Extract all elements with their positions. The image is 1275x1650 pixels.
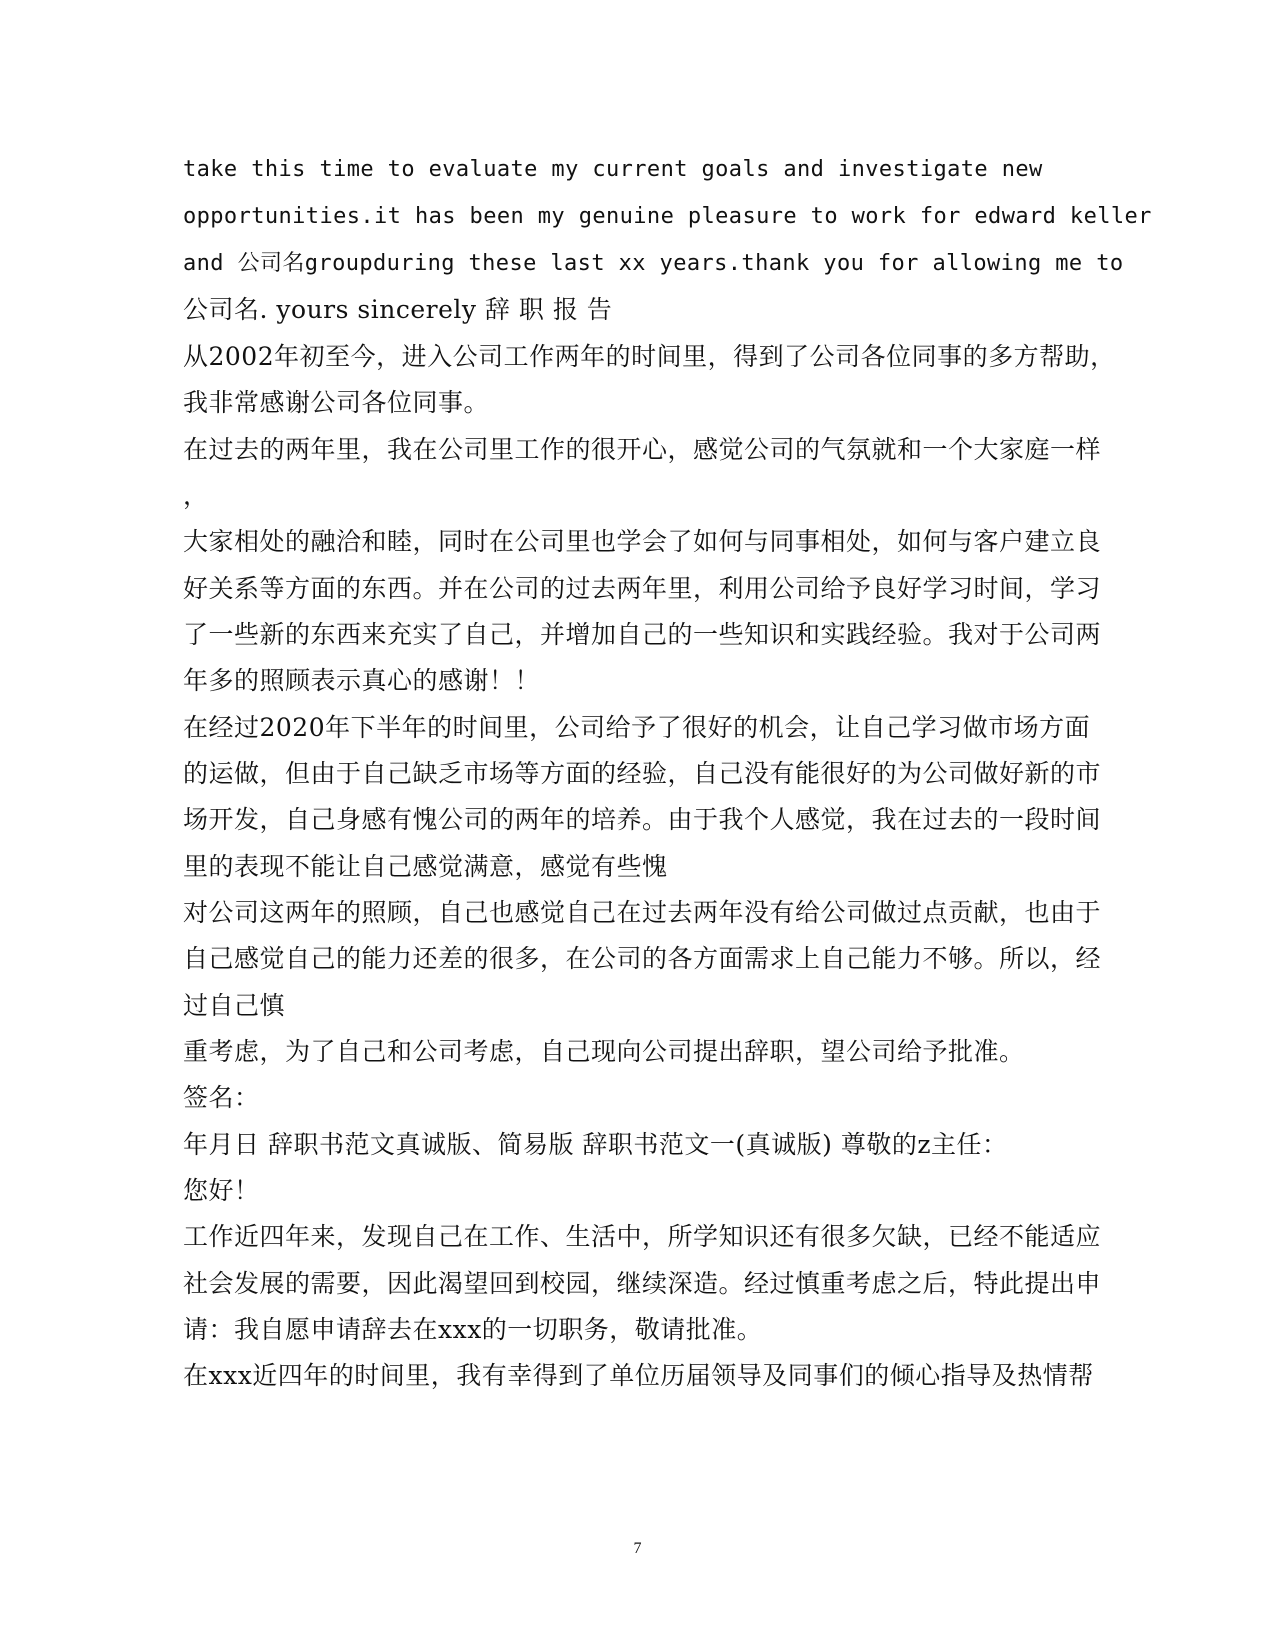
text-line-24: 工作近四年来，发现自己在工作、生活中，所学知识还有很多欠缺，已经不能适应	[183, 1222, 1102, 1251]
text-line-9: 大家相处的融洽和睦，同时在公司里也学会了如何与同事相处，如何与客户建立良	[183, 527, 1102, 556]
text-line-13: 在经过2020年下半年的时间里，公司给予了很好的机会，让自己学习做市场方面	[183, 713, 1091, 742]
page-number: 7	[633, 1540, 642, 1557]
text-line-8: ，	[183, 481, 209, 510]
text-line-3: and 公司名groupduring these last xx years.thank you for allowing me to	[183, 251, 1124, 276]
text-line-20: 重考虑，为了自己和公司考虑，自己现向公司提出辞职，望公司给予批准。	[183, 1037, 1025, 1066]
text-line-12: 年多的照顾表示真心的感谢！！	[183, 666, 541, 695]
text-line-6: 我非常感谢公司各位同事。	[183, 388, 490, 417]
text-line-22: 年月日 辞职书范文真诚版、简易版 辞职书范文一(真诚版) 尊敬的z主任：	[183, 1130, 1008, 1159]
text-line-26: 请：我自愿申请辞去在xxx的一切职务，敬请批准。	[183, 1315, 763, 1344]
text-line-4: 公司名. yours sincerely 辞 职 报 告	[183, 295, 613, 324]
text-line-7: 在过去的两年里，我在公司里工作的很开心，感觉公司的气氛就和一个大家庭一样	[183, 435, 1102, 464]
text-line-17: 对公司这两年的照顾，自己也感觉自己在过去两年没有给公司做过点贡献，也由于	[183, 898, 1102, 927]
text-line-18: 自己感觉自己的能力还差的很多，在公司的各方面需求上自己能力不够。所以，经	[183, 944, 1102, 973]
text-line-25: 社会发展的需要，因此渴望回到校园，继续深造。经过慎重考虑之后，特此提出申	[183, 1269, 1102, 1298]
text-line-1: take this time to evaluate my current goals and investigate new	[183, 157, 1043, 182]
text-line-27: 在xxx近四年的时间里，我有幸得到了单位历届领导及同事们的倾心指导及热情帮	[183, 1361, 1094, 1390]
text-line-11: 了一些新的东西来充实了自己，并增加自己的一些知识和实践经验。我对于公司两	[183, 620, 1102, 649]
text-line-14: 的运做，但由于自己缺乏市场等方面的经验，自己没有能很好的为公司做好新的市	[183, 759, 1102, 788]
text-line-19: 过自己慎	[183, 991, 286, 1020]
text-line-15: 场开发，自己身感有愧公司的两年的培养。由于我个人感觉，我在过去的一段时间	[183, 805, 1102, 834]
text-line-21: 签名：	[183, 1083, 260, 1112]
text-line-5: 从2002年初至今，进入公司工作两年的时间里，得到了公司各位同事的多方帮助，	[183, 342, 1116, 371]
text-line-23: 您好！	[183, 1176, 260, 1205]
text-line-10: 好关系等方面的东西。并在公司的过去两年里，利用公司给予良好学习时间，学习	[183, 574, 1102, 603]
text-line-16: 里的表现不能让自己感觉满意，感觉有些愧	[183, 852, 668, 881]
text-line-2: opportunities.it has been my genuine pleasure to work for edward keller	[183, 204, 1152, 229]
